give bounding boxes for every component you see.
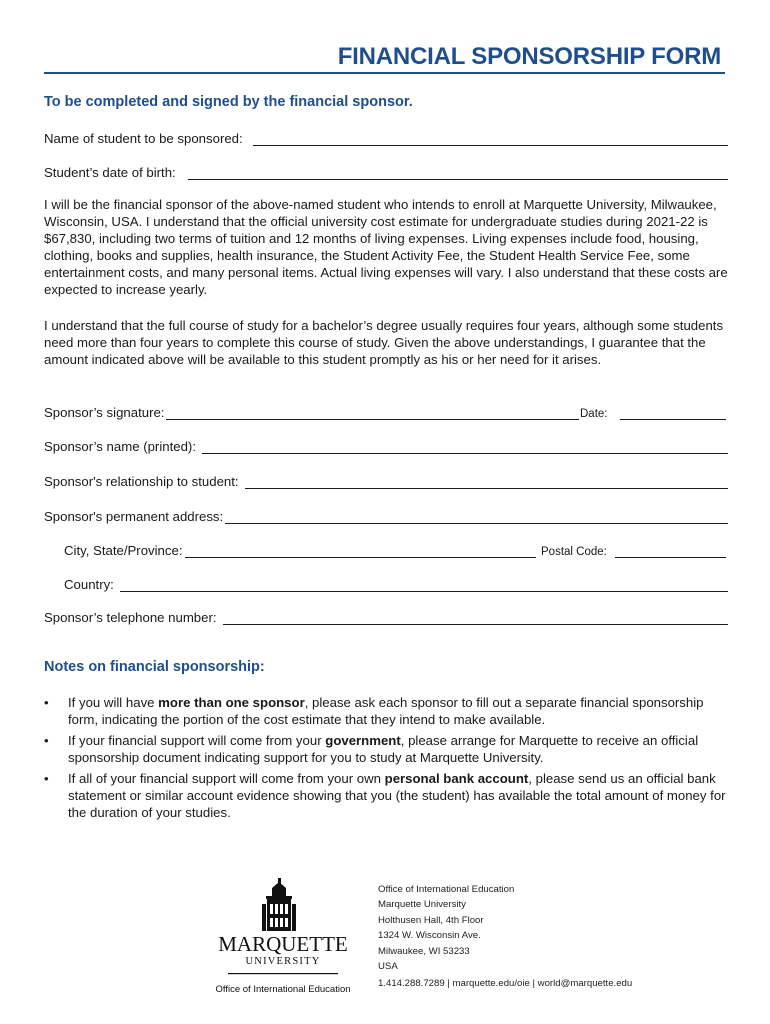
relationship-line[interactable]: [245, 476, 728, 489]
note-item: • If you will have more than one sponsor, please ask each sponsor to fill out a separate financial sponsorship form, indicating the portion of the cost estimate that they intend to make available.: [44, 695, 704, 728]
dob-line[interactable]: [188, 167, 728, 180]
sponsor-statement: I will be the financial sponsor of the above-named student who intends to enroll at Marquette University, Milwaukee, Wisconsin, USA. I understand that the official university cost estimate for undergraduate studies during 2021-22 is $67,830, including two terms of tuition and 12 months of living expenses. Living expenses include food, housing, clothing, books and supplies, health insurance, the Student Activity Fee, the Student Health Service Fee, some entertainment costs, and many personal items. Actual living expenses will vary. I also understand that these costs are expected to increase yearly.: [44, 197, 728, 298]
title-rule: [44, 72, 725, 74]
bullet-icon: •: [44, 732, 49, 748]
note-item: • If all of your financial support will come from your own personal bank account, please send us an official bank statement or similar account evidence showing that you (the student) has available the total amount of money for the duration of your studies.: [44, 770, 726, 821]
relationship-label: Sponsor's relationship to student:: [44, 474, 239, 489]
postal-line[interactable]: [615, 545, 726, 558]
student-name-label: Name of student to be sponsored:: [44, 131, 243, 146]
contact-building: Holthusen Hall, 4th Floor: [378, 914, 484, 926]
postal-label: Postal Code:: [541, 546, 607, 558]
sponsor-name-field[interactable]: [44, 434, 728, 454]
note-item: • If your financial support will come from your government, please arrange for Marquette to receive an official sponsorship document indicating support for you to study at Marquette University.: [44, 732, 699, 766]
contact-block: [378, 882, 632, 992]
signature-label: Sponsor’s signature:: [44, 405, 165, 420]
phone-line[interactable]: [223, 612, 728, 625]
contact-city: Milwaukee, WI 53233: [378, 945, 470, 957]
bullet-icon: •: [44, 695, 49, 710]
form-title: FINANCIAL SPONSORSHIP FORM: [337, 43, 721, 70]
logo-dept: Office of International Education: [215, 984, 351, 995]
address-field[interactable]: [44, 504, 728, 524]
signature-line[interactable]: [166, 407, 579, 420]
contact-country: USA: [378, 961, 398, 973]
country-label: Country:: [64, 577, 114, 592]
country-field[interactable]: [64, 572, 728, 592]
contact-office: Office of International Education: [378, 884, 515, 895]
contact-phone-web[interactable]: 1.414.288.7289 | marquette.edu/oie | world@marquette.edu: [378, 978, 633, 990]
logo-wordmark: MARQUETTE: [218, 932, 348, 956]
dob-label: Student’s date of birth:: [44, 165, 176, 180]
sponsor-guarantee: I understand that the full course of study for a bachelor’s degree usually requires four years, although some students need more than four years to complete this course of study. Given the above understandings, I guarantee that the amount indicated above will be available to this student promptly as his or her need for it arises.: [44, 318, 724, 368]
address-label: Sponsor's permanent address:: [44, 509, 224, 524]
contact-street: 1324 W. Wisconsin Ave.: [378, 930, 481, 942]
dob-field[interactable]: [44, 160, 728, 180]
country-line[interactable]: [120, 579, 728, 592]
contact-university: Marquette University: [378, 899, 466, 911]
intro-instruction: To be completed and signed by the financial sponsor.: [44, 94, 413, 110]
notes-list: [44, 694, 734, 825]
relationship-field[interactable]: [44, 469, 728, 489]
signature-field[interactable]: [44, 400, 579, 420]
student-name-field[interactable]: [44, 126, 728, 146]
date-field[interactable]: [580, 400, 726, 420]
date-line[interactable]: [620, 407, 727, 420]
sponsor-name-label: Sponsor’s name (printed):: [44, 439, 196, 454]
city-field[interactable]: [64, 538, 536, 558]
logo-subtitle: UNIVERSITY: [245, 956, 321, 967]
notes-heading: Notes on financial sponsorship:: [44, 659, 265, 675]
postal-field[interactable]: [541, 538, 726, 558]
bullet-icon: •: [44, 770, 49, 786]
marquette-logo-icon: [212, 878, 354, 996]
city-line[interactable]: [185, 545, 537, 558]
student-name-line[interactable]: [253, 133, 728, 146]
city-label: City, State/Province:: [64, 543, 183, 558]
phone-label: Sponsor’s telephone number:: [44, 610, 217, 625]
phone-field[interactable]: [44, 605, 728, 625]
date-label: Date:: [580, 408, 608, 420]
address-line[interactable]: [225, 511, 728, 524]
sponsor-name-line[interactable]: [202, 441, 728, 454]
